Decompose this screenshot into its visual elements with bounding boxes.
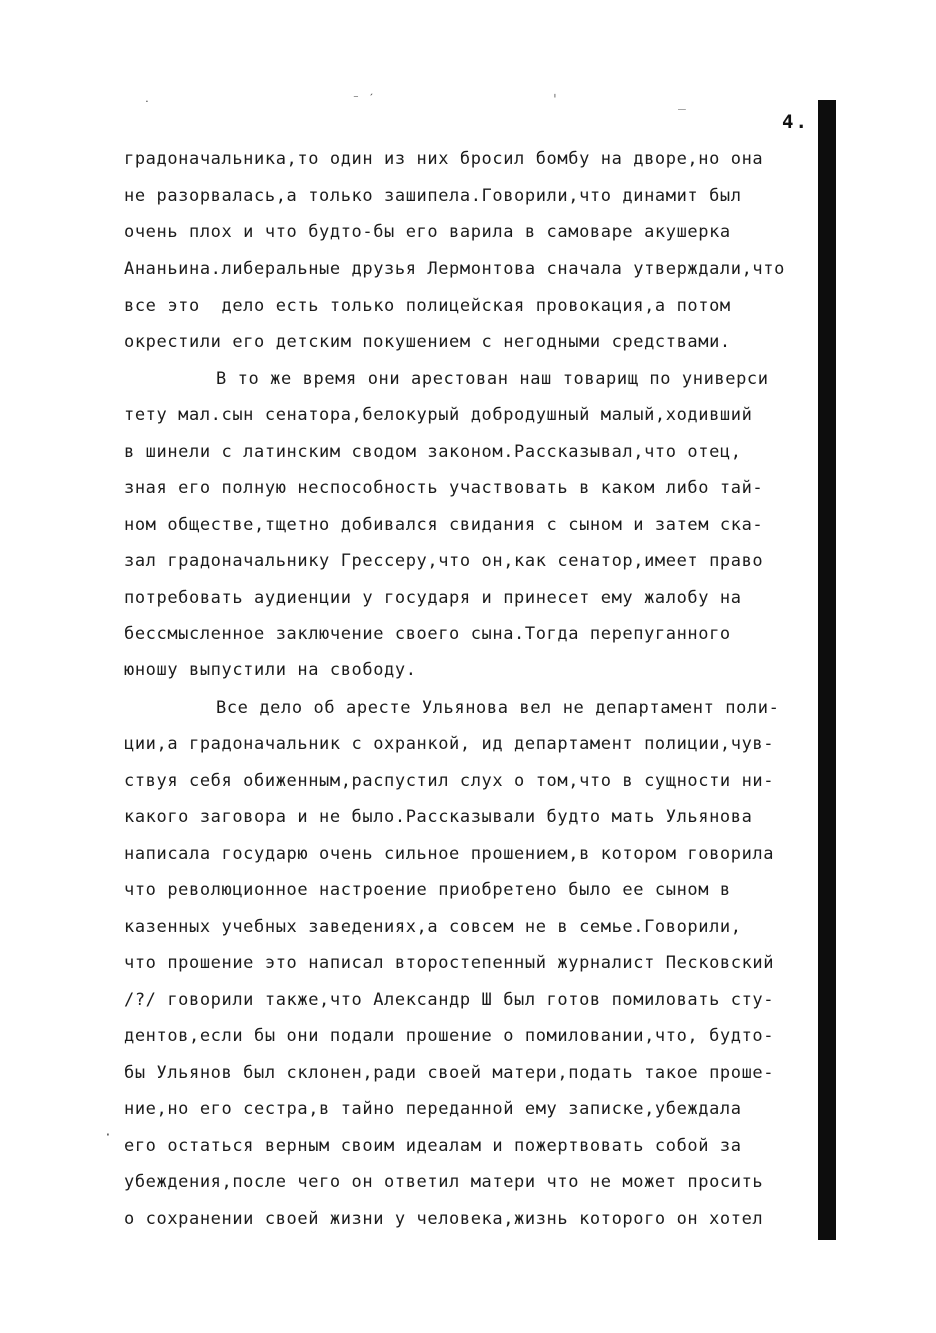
text-line: зал градоначальнику Грессеру,что он,как сенатор,имеет право (124, 551, 764, 571)
text-line: какого заговора и не было.Рассказывали будто мать Ульянова (124, 807, 753, 827)
text-line: тету мал.сын сенатора,белокурый добродушный малый,ходивший (124, 405, 753, 425)
scan-speck: ˙ (143, 100, 151, 115)
page-number: 4. (782, 111, 809, 133)
text-line: потребовать аудиенции у государя и принесет ему жалобу на (124, 588, 742, 608)
text-line: его остаться верным своим идеалам и пожертвовать собой за (124, 1136, 742, 1156)
text-line: дентов,если бы они подали прошение о помиловании,что, будто- (124, 1026, 775, 1046)
text-line: В то же время они арестован наш товарищ по универси (216, 369, 769, 389)
text-line: что революционное настроение приобретено было ее сыном в (124, 880, 731, 900)
text-line: Ананьина.либеральные друзья Лермонтова сначала утверждали,что (124, 259, 785, 279)
text-line: окрестили его детским покушением с негодными средствами. (124, 332, 731, 352)
text-line: зная его полную неспособность участвовать в каком либо тай- (124, 478, 764, 498)
text-line: ции,а градоначальник с охранкой, ид департамент полиции,чув- (124, 734, 775, 754)
text-line: бы Ульянов был склонен,ради своей матери,подать такое проше- (124, 1063, 775, 1083)
text-line: /?/ говорили также,что Александр Ш был готов помиловать сту- (124, 990, 775, 1010)
text-line: очень плох и что будто-бы его варила в самоваре акушерка (124, 222, 731, 242)
text-line: убеждения,после чего он ответил матери что не может просить (124, 1172, 764, 1192)
text-line: в шинели с латинским сводом законом.Рассказывал,что отец, (124, 442, 742, 462)
text-line: не разорвалась,а только зашипела.Говорили,что динамит был (124, 186, 742, 206)
text-line: написала государю очень сильное прошением,в котором говорила (124, 844, 775, 864)
text-line: Все дело об аресте Ульянова вел не департамент поли- (216, 698, 780, 718)
scan-speck: · (104, 1128, 112, 1143)
scan-speck: ⁻ ˊ (352, 92, 376, 107)
text-line: бессмысленное заключение своего сына.Тогда перепуганного (124, 624, 731, 644)
text-line: ние,но его сестра,в тайно переданной ему записке,убеждала (124, 1099, 742, 1119)
scan-speck: ˈ (551, 93, 559, 108)
text-line: все это дело есть только полицейская провокация,а потом (124, 296, 731, 316)
text-line: градоначальника,то один из них бросил бомбу на дворе,но она (124, 149, 764, 169)
text-line: ном обществе,тщетно добивался свидания с сыном и затем ска- (124, 515, 764, 535)
text-line: что прошение это написал второстепенный журналист Песковский (124, 953, 775, 973)
text-line: о сохранении своей жизни у человека,жизнь которого он хотел (124, 1209, 764, 1229)
scan-speck: ‾ (678, 108, 686, 123)
text-line: казенных учебных заведениях,а совсем не в семье.Говорили, (124, 917, 742, 937)
text-line: ствуя себя обиженным,распустил слух о том,что в сущности ни- (124, 771, 775, 791)
text-line: юношу выпустили на свободу. (124, 660, 417, 680)
